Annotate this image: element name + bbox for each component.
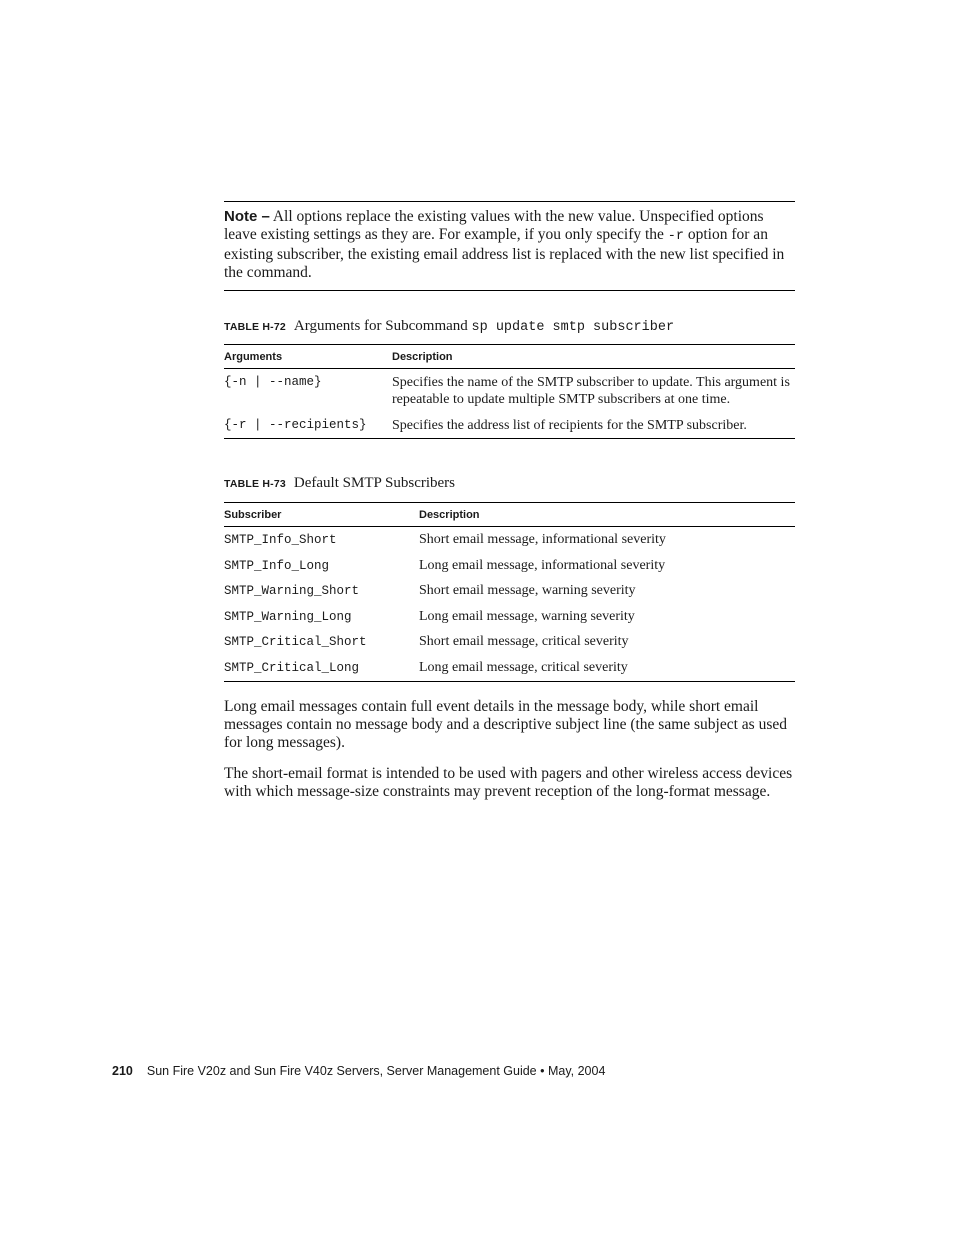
table-row bbox=[224, 578, 795, 604]
description-cell: Long email message, warning severity bbox=[419, 608, 635, 624]
table-row bbox=[224, 412, 795, 439]
table-row bbox=[224, 655, 795, 681]
table-row bbox=[224, 369, 795, 413]
subscriber-cell: SMTP_Warning_Long bbox=[224, 609, 352, 624]
page-footer bbox=[112, 1064, 605, 1078]
subscriber-cell: SMTP_Warning_Short bbox=[224, 584, 360, 599]
description-cell: Specifies the address list of recipients for the SMTP subscriber. bbox=[392, 412, 795, 439]
description-cell: Long email message, informational severity bbox=[419, 557, 666, 573]
column-header-arguments: Arguments bbox=[224, 345, 392, 369]
subscriber-cell: SMTP_Info_Long bbox=[224, 558, 330, 573]
description-cell: Long email message, critical severity bbox=[419, 655, 795, 681]
argument-cell: {-r | --recipients} bbox=[224, 412, 392, 439]
table-h72-caption bbox=[224, 317, 795, 337]
description-cell: Short email message, critical severity bbox=[419, 634, 629, 650]
argument-cell: {-n | --name} bbox=[224, 375, 322, 389]
table-row bbox=[224, 629, 795, 655]
table-h73-caption bbox=[224, 474, 795, 493]
column-header-subscriber: Subscriber bbox=[224, 503, 419, 527]
note-text-1: All options replace the existing values with the new value. Unspecified options leave existing settings as they are. For example, if you only specify the bbox=[224, 208, 764, 243]
description-cell: Specifies the name of the SMTP subscriber to update. This argument is repeatable to update multiple SMTP subscribers at one time. bbox=[392, 375, 790, 407]
table-h73-number: TABLE H-73 bbox=[224, 478, 286, 490]
description-cell: Short email message, informational severity bbox=[419, 532, 666, 547]
table-row bbox=[224, 604, 795, 630]
column-header-description: Description bbox=[392, 345, 795, 369]
footer-text: Sun Fire V20z and Sun Fire V40z Servers, Server Management Guide • May, 2004 bbox=[146, 1064, 606, 1078]
table-h72 bbox=[224, 344, 795, 439]
subscriber-cell: SMTP_Critical_Short bbox=[224, 635, 367, 650]
paragraph-short-email-format: The short-email format is intended to be used with pagers and other wireless access devices with which message-size constraints may prevent reception of the long-format message. bbox=[224, 765, 793, 800]
note-label: Note – bbox=[224, 208, 270, 225]
table-row bbox=[224, 553, 795, 579]
table-header-row bbox=[224, 345, 795, 369]
subscriber-cell: SMTP_Info_Short bbox=[224, 533, 337, 547]
description-cell: Short email message, warning severity bbox=[419, 583, 636, 599]
table-h72-title-code: sp update smtp subscriber bbox=[471, 320, 675, 335]
page-number: 210 bbox=[112, 1064, 133, 1078]
note-text-2: option for an existing subscriber, the existing email address list is replaced with the new list specified in the command. bbox=[224, 226, 785, 281]
paragraph-long-short-messages: Long email messages contain full event details in the message body, while short email messages contain no message body and a descriptive subject line (the same subject as used for long messages). bbox=[224, 698, 788, 751]
table-h72-title: Arguments for Subcommand bbox=[293, 318, 472, 334]
note-code: -r bbox=[667, 229, 684, 244]
table-h73 bbox=[224, 502, 795, 682]
table-h72-number: TABLE H-72 bbox=[224, 321, 286, 333]
note-box bbox=[224, 201, 795, 291]
table-h73-title: Default SMTP Subscribers bbox=[293, 475, 456, 491]
table-row bbox=[224, 527, 795, 553]
column-header-description: Description bbox=[419, 503, 795, 527]
table-header-row bbox=[224, 503, 795, 527]
subscriber-cell: SMTP_Critical_Long bbox=[224, 655, 419, 681]
